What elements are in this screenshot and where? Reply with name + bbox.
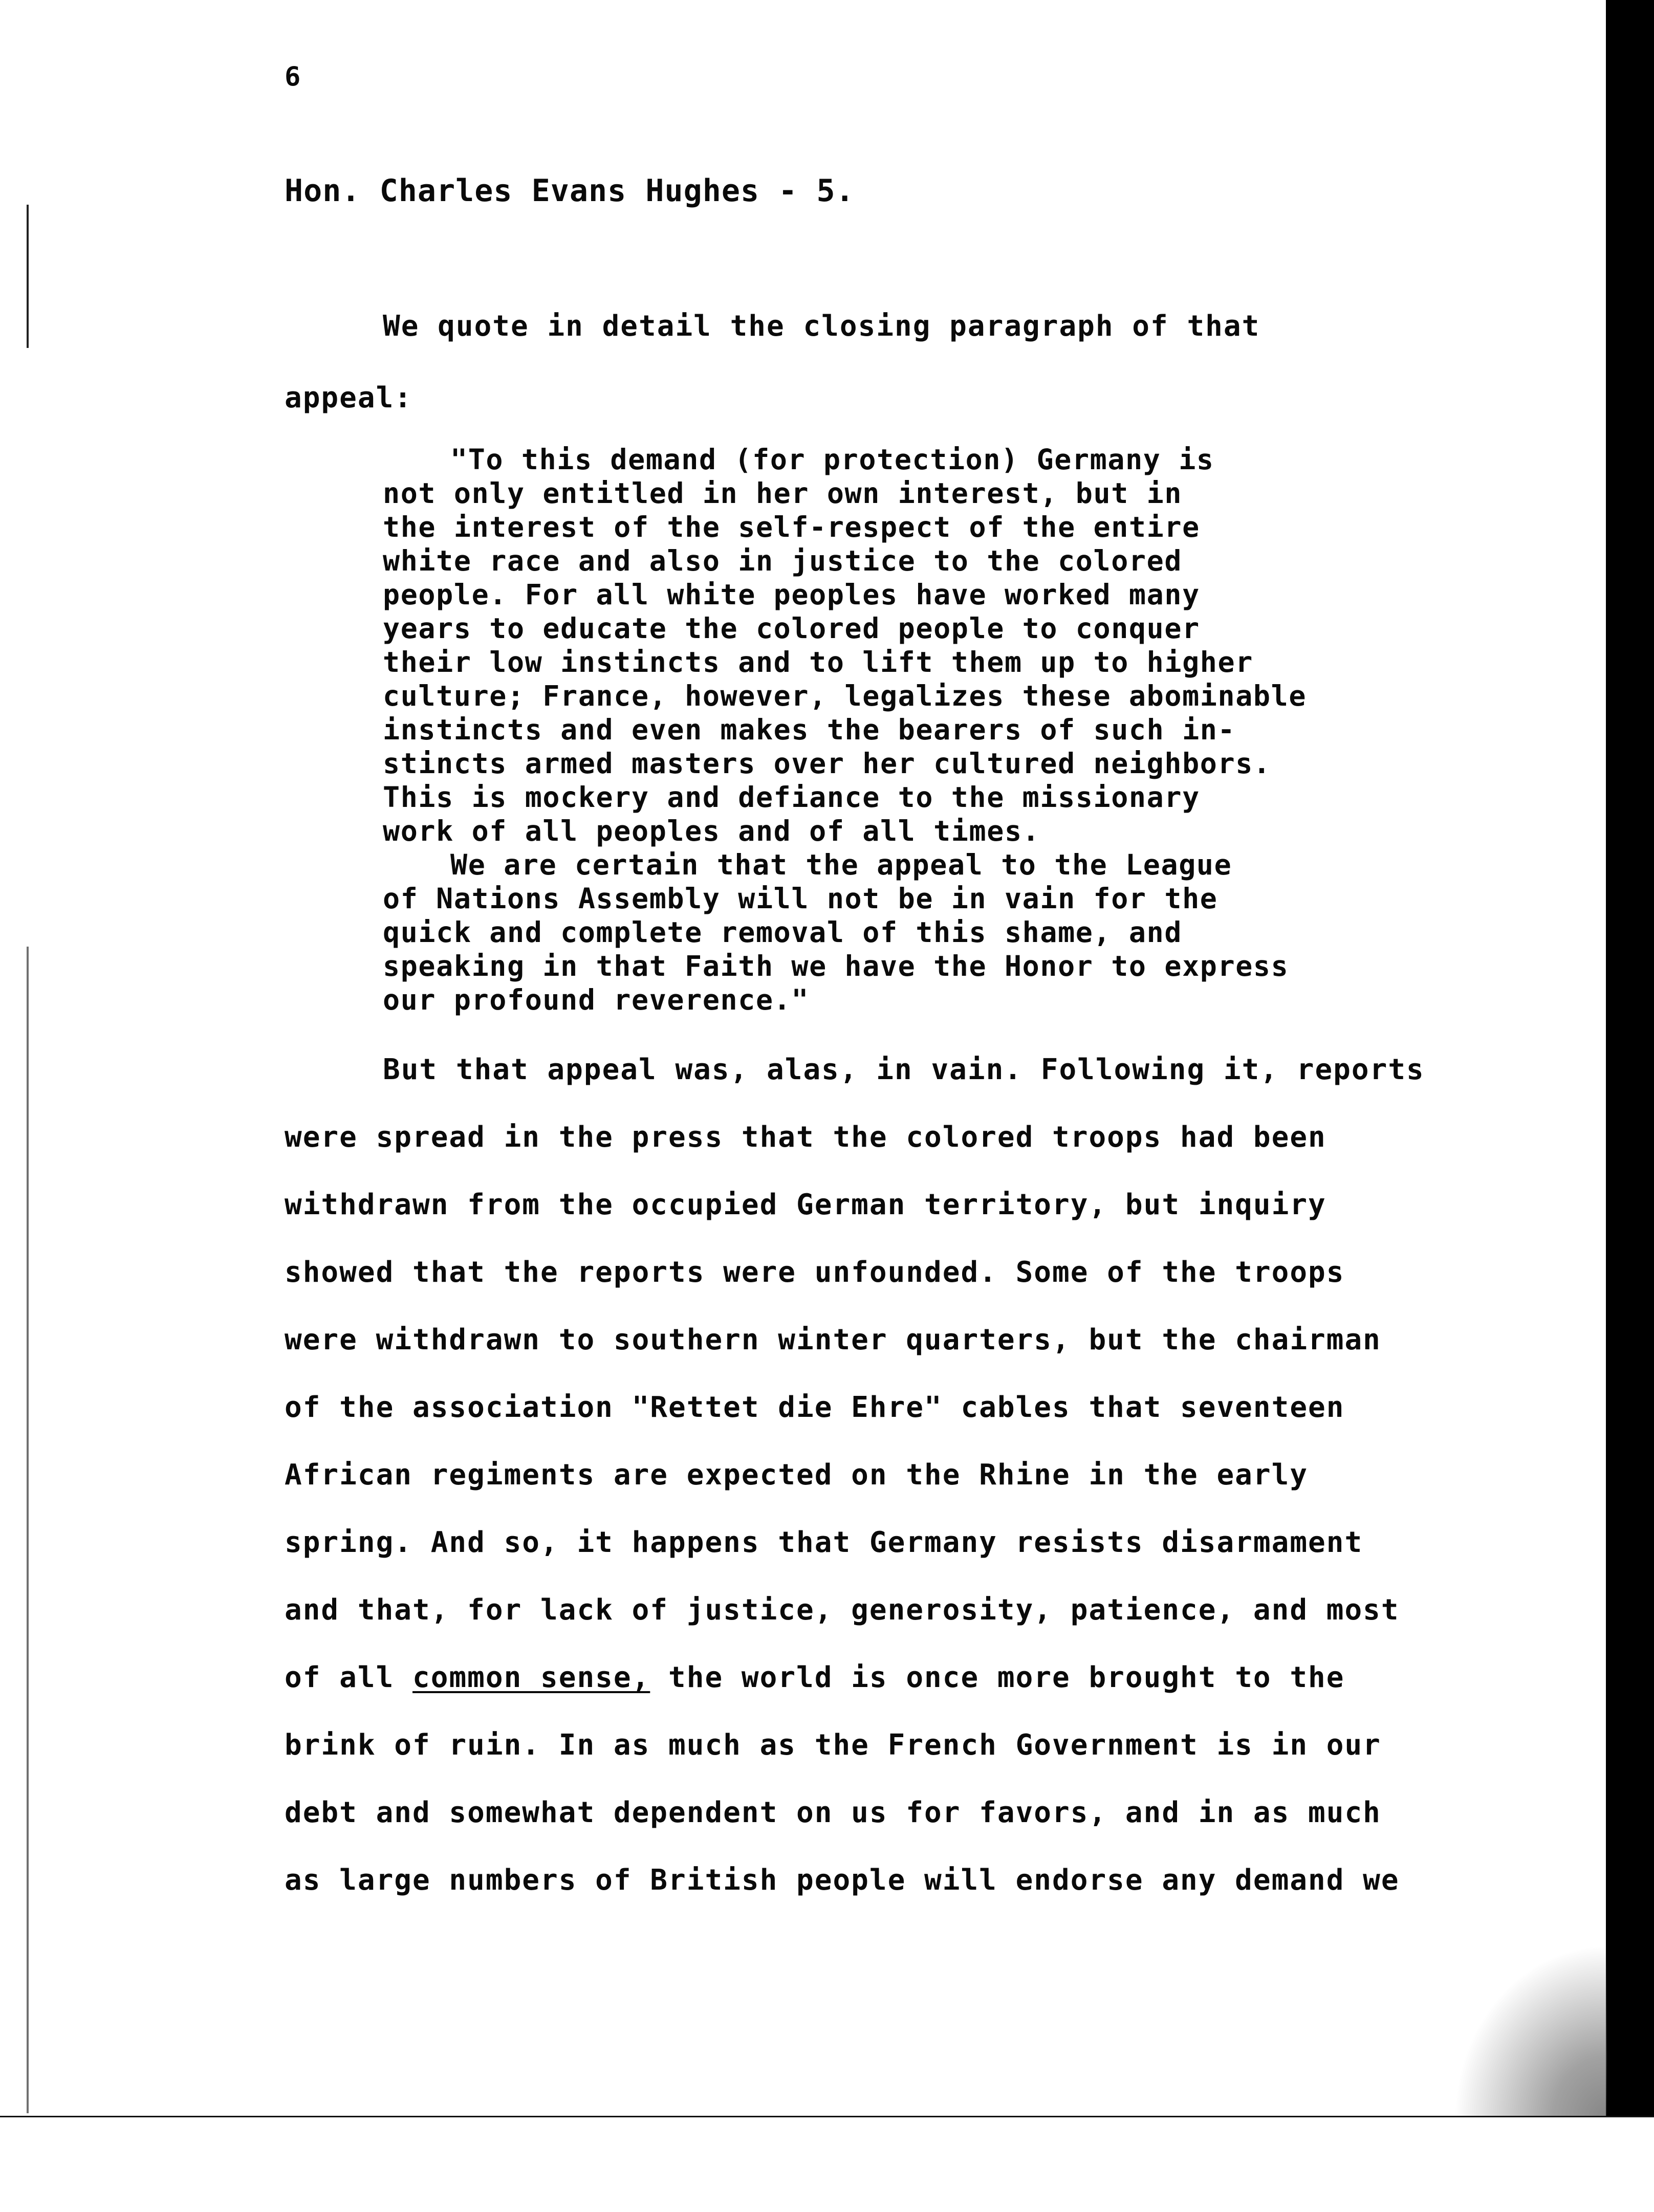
- page-mark: 6: [285, 61, 301, 92]
- quote-line: stincts armed masters over her cultured neighbors.: [383, 747, 1271, 780]
- quote-line: years to educate the colored people to conquer: [383, 612, 1200, 645]
- intro-line-1: We quote in detail the closing paragraph of that: [383, 310, 1260, 343]
- quote-line: culture; France, however, legalizes these abominable: [383, 680, 1307, 712]
- quote-line: white race and also in justice to the colored: [383, 544, 1183, 577]
- underlined-phrase: common sense,: [412, 1661, 650, 1694]
- quote-line: our profound reverence.": [383, 983, 810, 1016]
- body-line-segment: of all: [285, 1661, 413, 1694]
- quote-line: the interest of the self-respect of the entire: [383, 511, 1200, 543]
- body-line: were withdrawn to southern winter quarters, but the chairman: [285, 1323, 1381, 1356]
- quote-line: "To this demand (for protection) Germany is: [450, 443, 1214, 476]
- quote-line: people. For all white peoples have worked many: [383, 578, 1200, 611]
- body-line: withdrawn from the occupied German territory, but inquiry: [285, 1188, 1326, 1221]
- body-line: debt and somewhat dependent on us for favors, and in as much: [285, 1796, 1381, 1829]
- body-line: as large numbers of British people will endorse any demand we: [285, 1864, 1400, 1897]
- intro-line-2: appeal:: [285, 381, 413, 414]
- quote-line: We are certain that the appeal to the League: [450, 848, 1232, 881]
- body-line: and that, for lack of justice, generosity, patience, and most: [285, 1593, 1400, 1627]
- body-line: African regiments are expected on the Rhine in the early: [285, 1458, 1309, 1492]
- quote-line: instincts and even makes the bearers of such in-: [383, 713, 1236, 746]
- body-line: were spread in the press that the colored troops had been: [285, 1121, 1326, 1154]
- body-line: But that appeal was, alas, in vain. Following it, reports: [383, 1053, 1425, 1086]
- body-line-segment: the world is once more brought to the: [650, 1661, 1345, 1694]
- body-line: of the association "Rettet die Ehre" cables that seventeen: [285, 1391, 1345, 1424]
- body-line: brink of ruin. In as much as the French Government is in our: [285, 1728, 1381, 1762]
- scan-edge-left-mark: [27, 205, 29, 348]
- quote-line: speaking in that Faith we have the Honor to express: [383, 950, 1289, 982]
- scan-edge-left-mark-lower: [27, 947, 29, 2113]
- quote-line: not only entitled in her own interest, but in: [383, 477, 1183, 510]
- quote-line: This is mockery and defiance to the missionary: [383, 781, 1200, 814]
- scan-corner-noise: [1453, 1944, 1607, 2118]
- body-line: showed that the reports were unfounded. Some of the troops: [285, 1256, 1345, 1289]
- quote-line: work of all peoples and of all times.: [383, 815, 1040, 847]
- quote-line: their low instincts and to lift them up to higher: [383, 646, 1253, 678]
- quote-line: quick and complete removal of this shame, and: [383, 916, 1183, 949]
- body-line: [285, 1661, 1344, 1694]
- scan-edge-bottom: [0, 2116, 1654, 2212]
- scan-edge-right: [1606, 0, 1654, 2210]
- quote-line: of Nations Assembly will not be in vain for the: [383, 882, 1218, 915]
- letter-header: Hon. Charles Evans Hughes - 5.: [285, 173, 855, 209]
- body-line: spring. And so, it happens that Germany resists disarmament: [285, 1526, 1363, 1559]
